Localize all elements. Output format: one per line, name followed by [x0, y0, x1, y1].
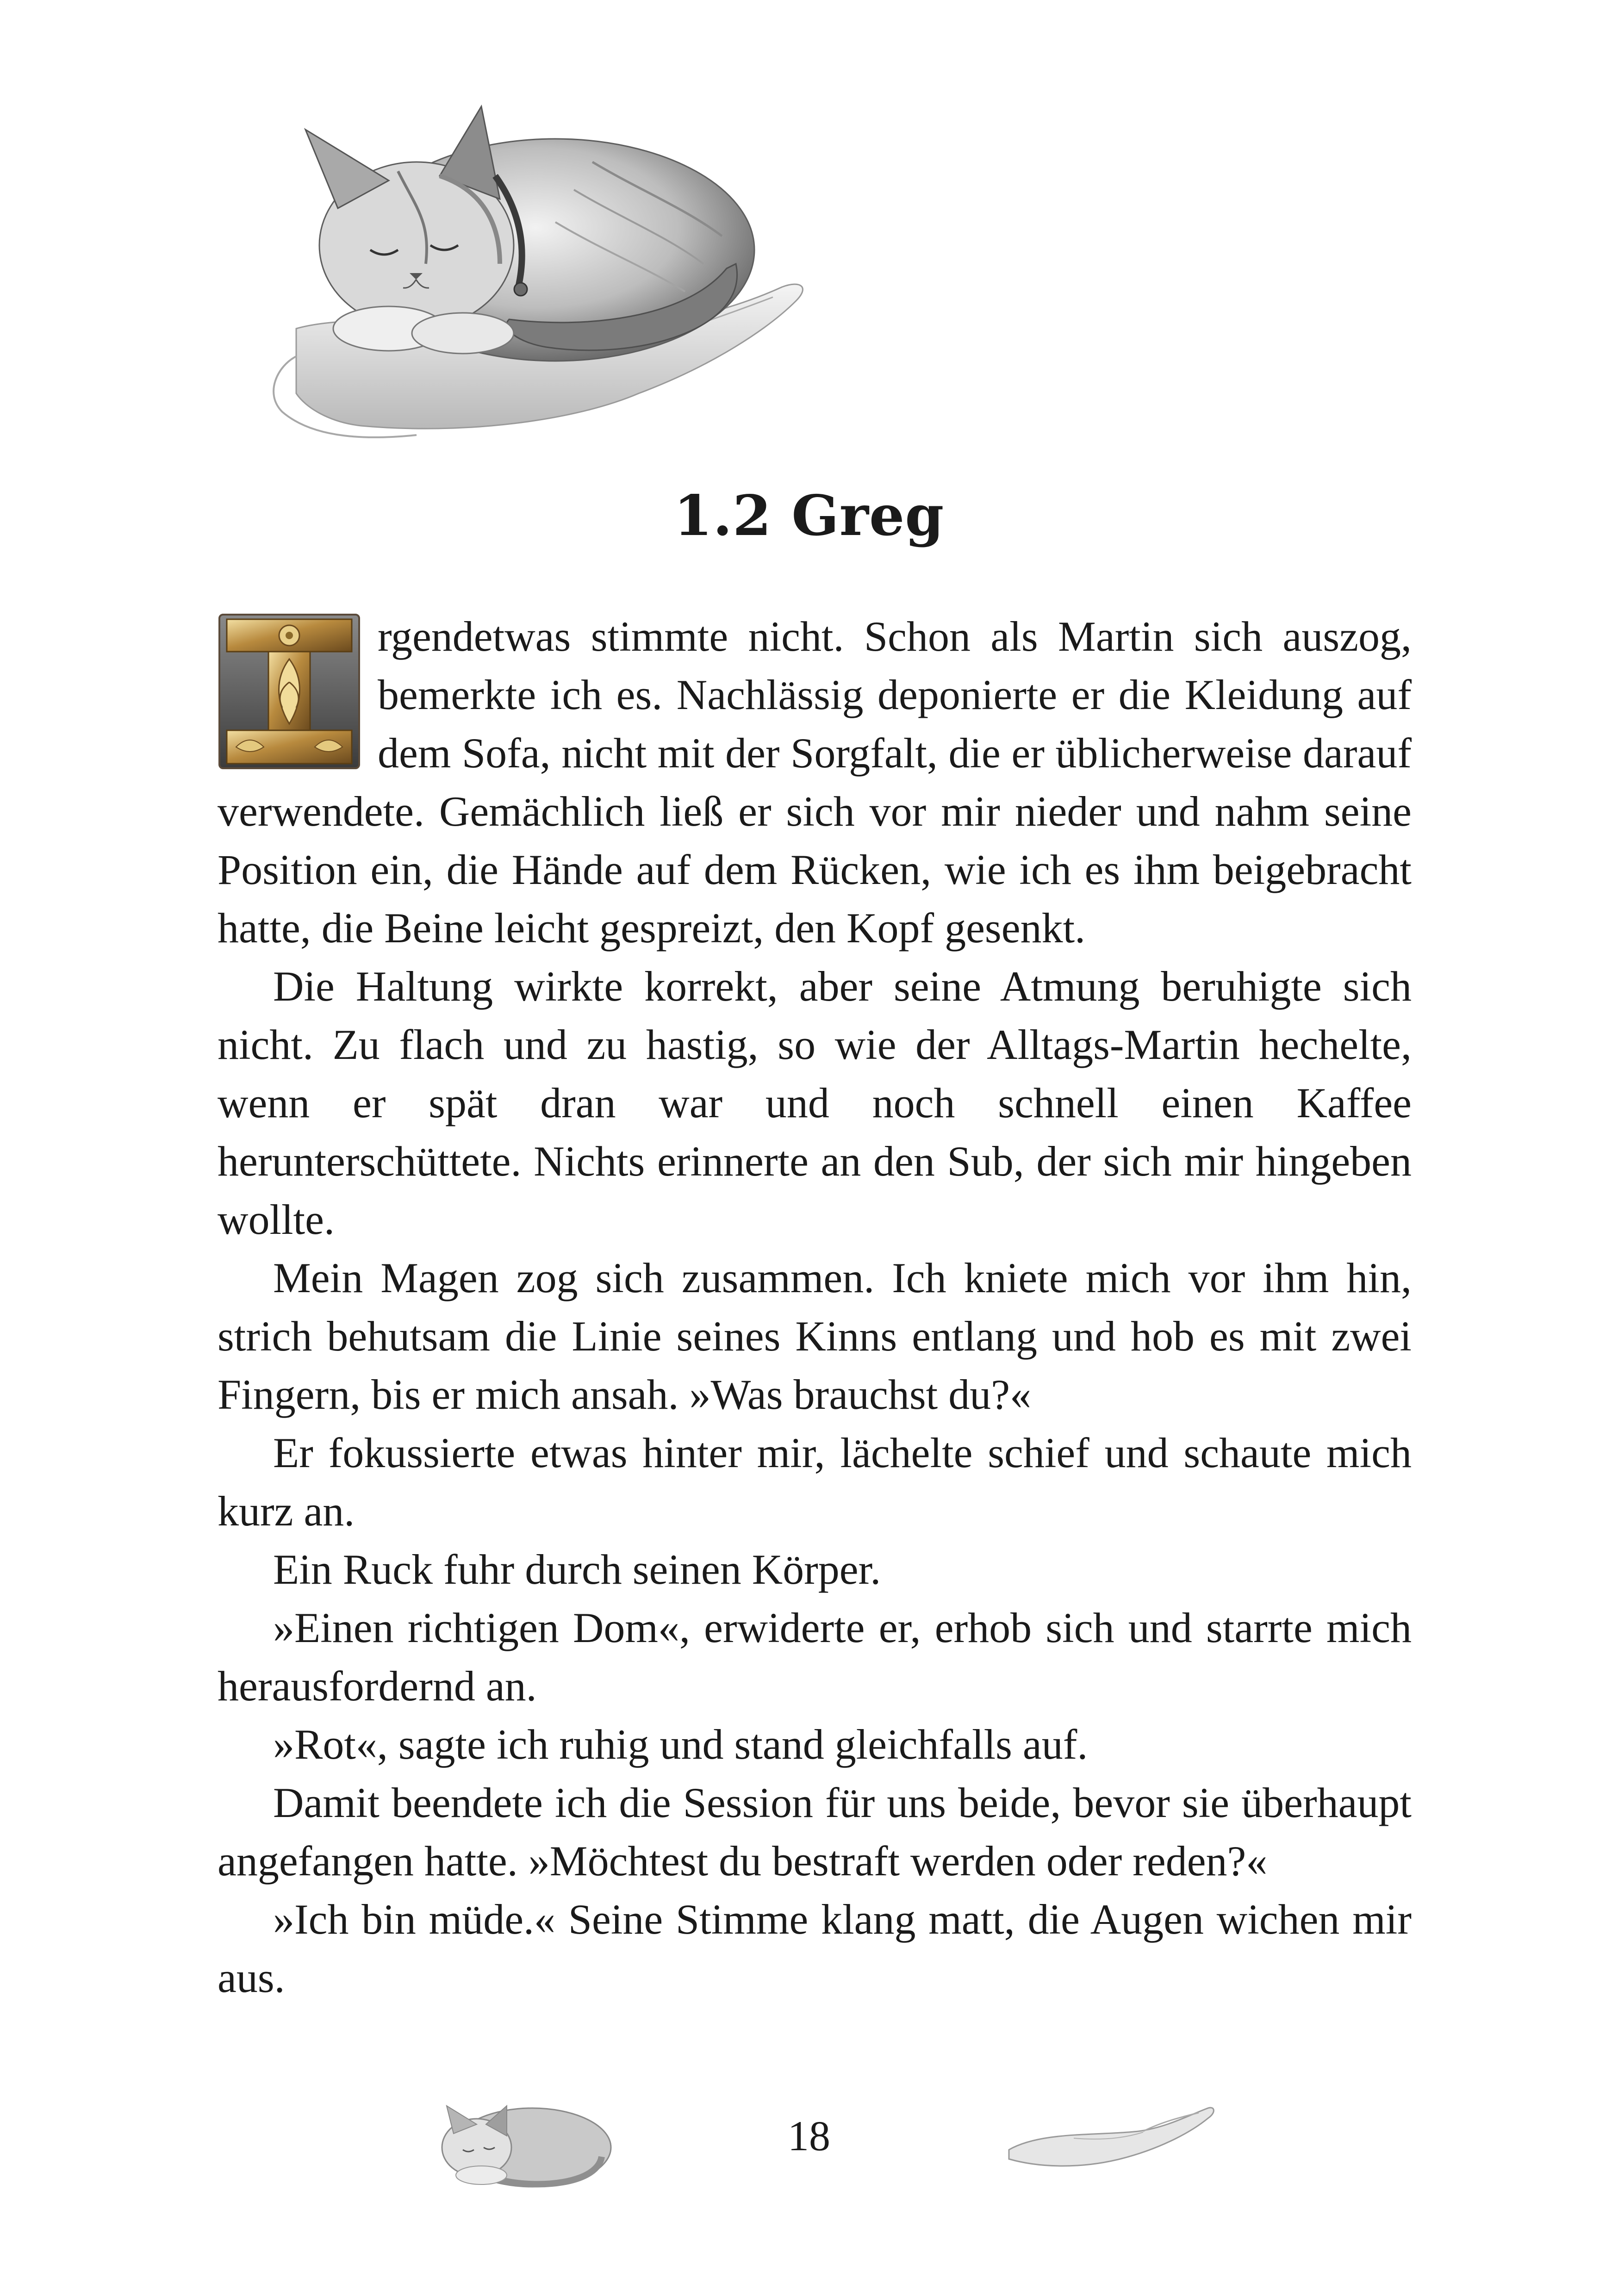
open-hand-icon: [1004, 2094, 1217, 2173]
paragraph-text: rgendetwas stimmte nicht. Schon als Martin sich auszog, bemerkte ich es. Nachlässig deponierte er die Kleidung auf dem Sofa, nicht mit der Sorgfalt, die er üblicherweise darauf verwendete. Gemächlich ließ er sich vor mir nieder und nahm seine Position ein, die Hände auf dem Rücken, wie ich es ihm beigebracht hatte, die Beine leicht gespreizt, den Kopf gesenkt.: [218, 613, 1412, 952]
paragraph: »Ich bin müde.« Seine Stimme klang matt, die Augen wichen mir aus.: [218, 1896, 1412, 2001]
paragraph: »Einen richtigen Dom«, erwiderte er, erhob sich und starrte mich herausfordernd an.: [218, 1604, 1412, 1710]
paragraph: Die Haltung wirkte korrekt, aber seine Atmung beruhigte sich nicht. Zu flach und zu hastig, so wie der Alltags-Martin hechelte, wenn er spät dran war und noch schnell einen Kaffee herunterschüttete. Nichts erinnerte an den Sub, der sich mir hingeben wollte.: [218, 963, 1412, 1243]
paragraph: »Rot«, sagte ich ruhig und stand gleichfalls auf.: [273, 1721, 1088, 1768]
paragraph: Damit beendete ich die Session für uns beide, bevor sie überhaupt angefangen hatte. »Möchtest du bestraft werden oder reden?«: [218, 1779, 1412, 1885]
paragraph: Er fokussierte etwas hinter mir, lächelte schief und schaute mich kurz an.: [218, 1429, 1412, 1535]
paragraph: Ein Ruck fuhr durch seinen Körper.: [273, 1546, 881, 1593]
sleeping-kitten-in-hand-icon: [222, 69, 833, 454]
paragraph: [218, 607, 1412, 957]
page-number: 18: [788, 2112, 830, 2159]
ornate-letter-i-icon: [218, 613, 361, 770]
chapter-title: 1.2 Greg: [673, 483, 945, 548]
chapter-body: [218, 607, 1412, 2007]
paragraph: Mein Magen zog sich zusammen. Ich kniete mich vor ihm hin, strich behutsam die Linie seines Kinns entlang und hob es mit zwei Fingern, bis er mich ansah. »Was brauchst du?«: [218, 1254, 1412, 1418]
